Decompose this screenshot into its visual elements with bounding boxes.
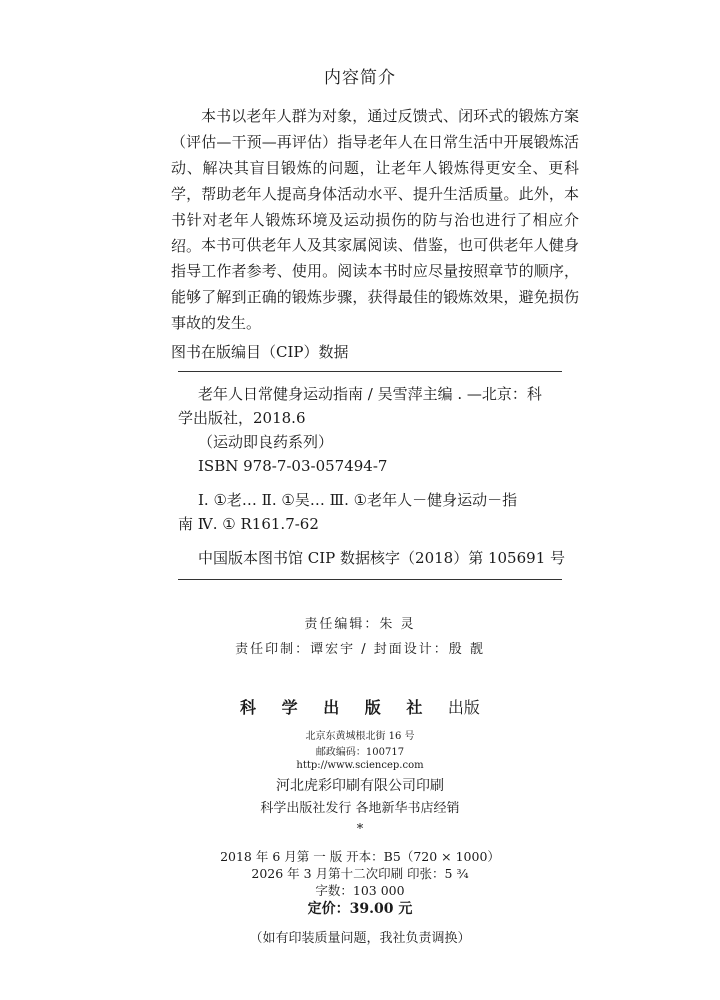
publisher-name: 科 学 出 版 社: [240, 698, 433, 717]
publisher-line: [0, 695, 720, 718]
publisher-address: 北京东黄城根北街 16 号: [305, 731, 415, 742]
intro-paragraph-2-text: 本书可供老年人及其家属阅读、借鉴，也可供老年人健身指导工作者参考、使用。阅读本书时应尽量按照章节的顺序，能够了解到正确的锻炼步骤，获得最佳的锻炼效果，避免损伤事故的发生。: [171, 236, 579, 332]
cip-subjects-line-1: Ⅰ. ①老… Ⅱ. ①吴… Ⅲ. ①老年人－健身运动－指: [198, 491, 518, 509]
cip-heading: 图书在版编目（CIP）数据: [171, 343, 349, 361]
intro-paragraph-1-text: 本书以老年人群为对象，通过反馈式、闭环式的锻炼方案（评估—干预—再评估）指导老年人在日常生活中开展锻炼活动、解决其盲目锻炼的问题，让老年人锻炼得更安全、更科学，帮助老年人提高身体活动水平、提升生活质量。此外，本书针对老年人锻炼环境及运动损伤的防与治也进行了相应介绍。: [171, 107, 579, 255]
cip-record: [178, 382, 558, 478]
printing-line: 2026 年 3 月第十二次印刷 印张：5 ¾: [251, 866, 469, 881]
cip-line-isbn: ISBN 978-7-03-057494-7: [198, 457, 388, 475]
cip-rule-top: [178, 371, 562, 372]
publisher-postcode: 邮政编码：100717: [315, 747, 405, 758]
cip-verify-number: 中国版本图书馆 CIP 数据核字（2018）第 105691 号: [198, 549, 566, 567]
cip-subjects: [178, 488, 558, 536]
cip-rule-bottom: [178, 579, 562, 580]
printer-line: 河北虎彩印刷有限公司印刷: [276, 778, 444, 794]
cip-line-series: （运动即良药系列）: [198, 433, 334, 451]
word-count: 字数：103 000: [315, 883, 405, 898]
edition-line: 2018 年 6 月第 一 版 开本：B5（720 × 1000）: [220, 849, 500, 864]
publisher-suffix: 出版: [447, 698, 480, 717]
print-and-cover-design: 责任印制：谭宏宇 / 封面设计：殷 靓: [235, 642, 485, 657]
cip-line-title: 老年人日常健身运动指南 / 吴雪萍主编 . —北京：科: [198, 385, 542, 403]
price: 定价：39.00 元: [307, 901, 413, 917]
responsible-editor: 责任编辑：朱 灵: [304, 617, 416, 632]
intro-paragraph-2: [171, 232, 579, 336]
cip-subjects-line-2: 南 Ⅳ. ① R161.7-62: [178, 515, 319, 533]
cip-line-publisher: 学出版社，2018.6: [178, 409, 306, 427]
distributor-line: 科学出版社发行 各地新华书店经销: [260, 801, 460, 816]
publisher-website: http://www.sciencep.com: [296, 760, 424, 771]
separator-star: *: [356, 822, 364, 837]
summary-title: 内容简介: [324, 68, 396, 88]
quality-notice: （如有印装质量问题，我社负责调换）: [249, 931, 471, 946]
